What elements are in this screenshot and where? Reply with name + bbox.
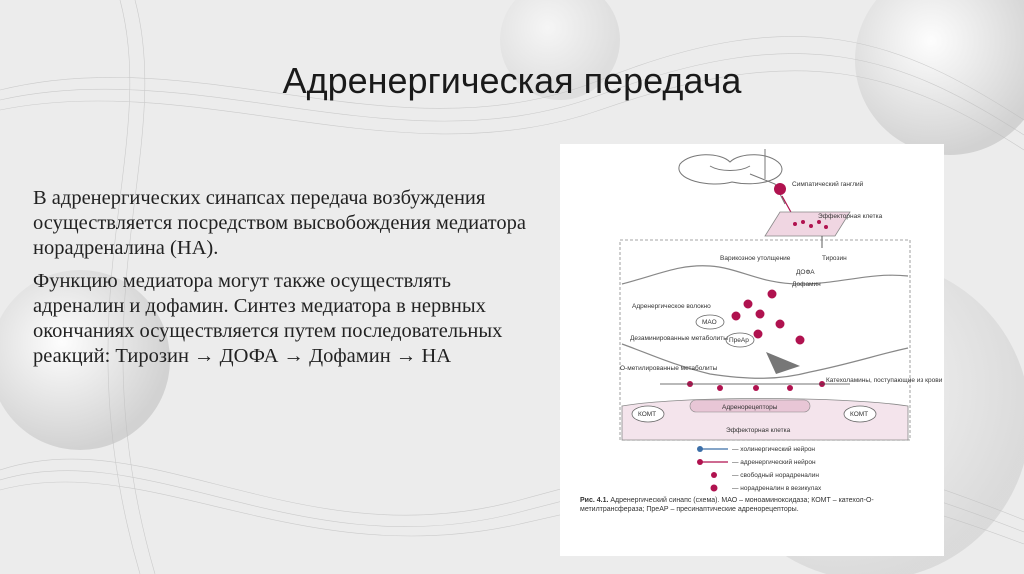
legend-item-2: — адренергический нейрон bbox=[732, 459, 816, 466]
label-dopamine: Дофамин bbox=[792, 281, 821, 288]
label-catecholamines: Катехоламины, поступающие из крови bbox=[826, 377, 943, 384]
label-varicose: Варикозное утолщение bbox=[720, 255, 791, 262]
legend bbox=[697, 445, 822, 492]
label-o-methyl: О-метилированные метаболиты bbox=[620, 365, 718, 372]
release-shape bbox=[766, 352, 800, 374]
legend-item-4: — норадреналин в везикулах bbox=[732, 485, 822, 492]
slide-title: Адренергическая передача bbox=[282, 60, 742, 101]
label-deaminated: Дезаминированные метаболиты bbox=[630, 335, 728, 342]
ganglion-neuron bbox=[774, 183, 786, 195]
slide-body bbox=[33, 186, 533, 377]
label-ganglion: Симпатический ганглий bbox=[792, 181, 864, 188]
caption-body: Адренергический синапс (схема). МАО – моноаминоксидаза; КОМТ – катехол-О-метилтрансфераза; ПреАР – пресинаптические адренорецепторы. bbox=[580, 497, 874, 513]
legend-item-1: — холинергический нейрон bbox=[732, 446, 816, 453]
synapse-figure bbox=[560, 144, 944, 556]
presynaptic-membrane-bottom bbox=[622, 344, 908, 378]
free-noradrenaline bbox=[687, 381, 825, 391]
label-effector-top: Эффекторная клетка bbox=[818, 213, 883, 220]
paragraph-1: В адренергических синапсах передача возбуждения осуществляется посредством высвобождения медиатора норадреналина (НА). bbox=[33, 187, 526, 259]
label-prear: ПреАр bbox=[729, 337, 749, 344]
label-tyrosine: Тирозин bbox=[822, 255, 847, 262]
label-receptors: Адренорецепторы bbox=[722, 404, 778, 411]
figure-caption bbox=[580, 496, 930, 514]
label-dopa: ДОФА bbox=[796, 269, 815, 276]
caption-head: Рис. 4.1. bbox=[580, 497, 609, 504]
label-effector-bottom: Эффекторная клетка bbox=[726, 427, 791, 434]
paragraph-2: Функцию медиатора могут также осуществлять адреналин и дофамин. Синтез медиатора в нервных окончаниях осуществляется путем последовательных реакций: Тирозин → ДОФА → Дофамин → НА bbox=[33, 270, 503, 367]
label-komt-left: КОМТ bbox=[638, 411, 657, 418]
label-mao: МАО bbox=[702, 319, 717, 326]
spinal-cord-sketch bbox=[679, 149, 785, 204]
legend-item-3: — свободный норадреналин bbox=[732, 472, 819, 479]
label-komt-right: КОМТ bbox=[850, 411, 869, 418]
synapse-diagram bbox=[560, 144, 944, 556]
label-adrenergic-fiber: Адренергическое волокно bbox=[632, 303, 711, 310]
presynaptic-membrane-top bbox=[622, 266, 908, 284]
